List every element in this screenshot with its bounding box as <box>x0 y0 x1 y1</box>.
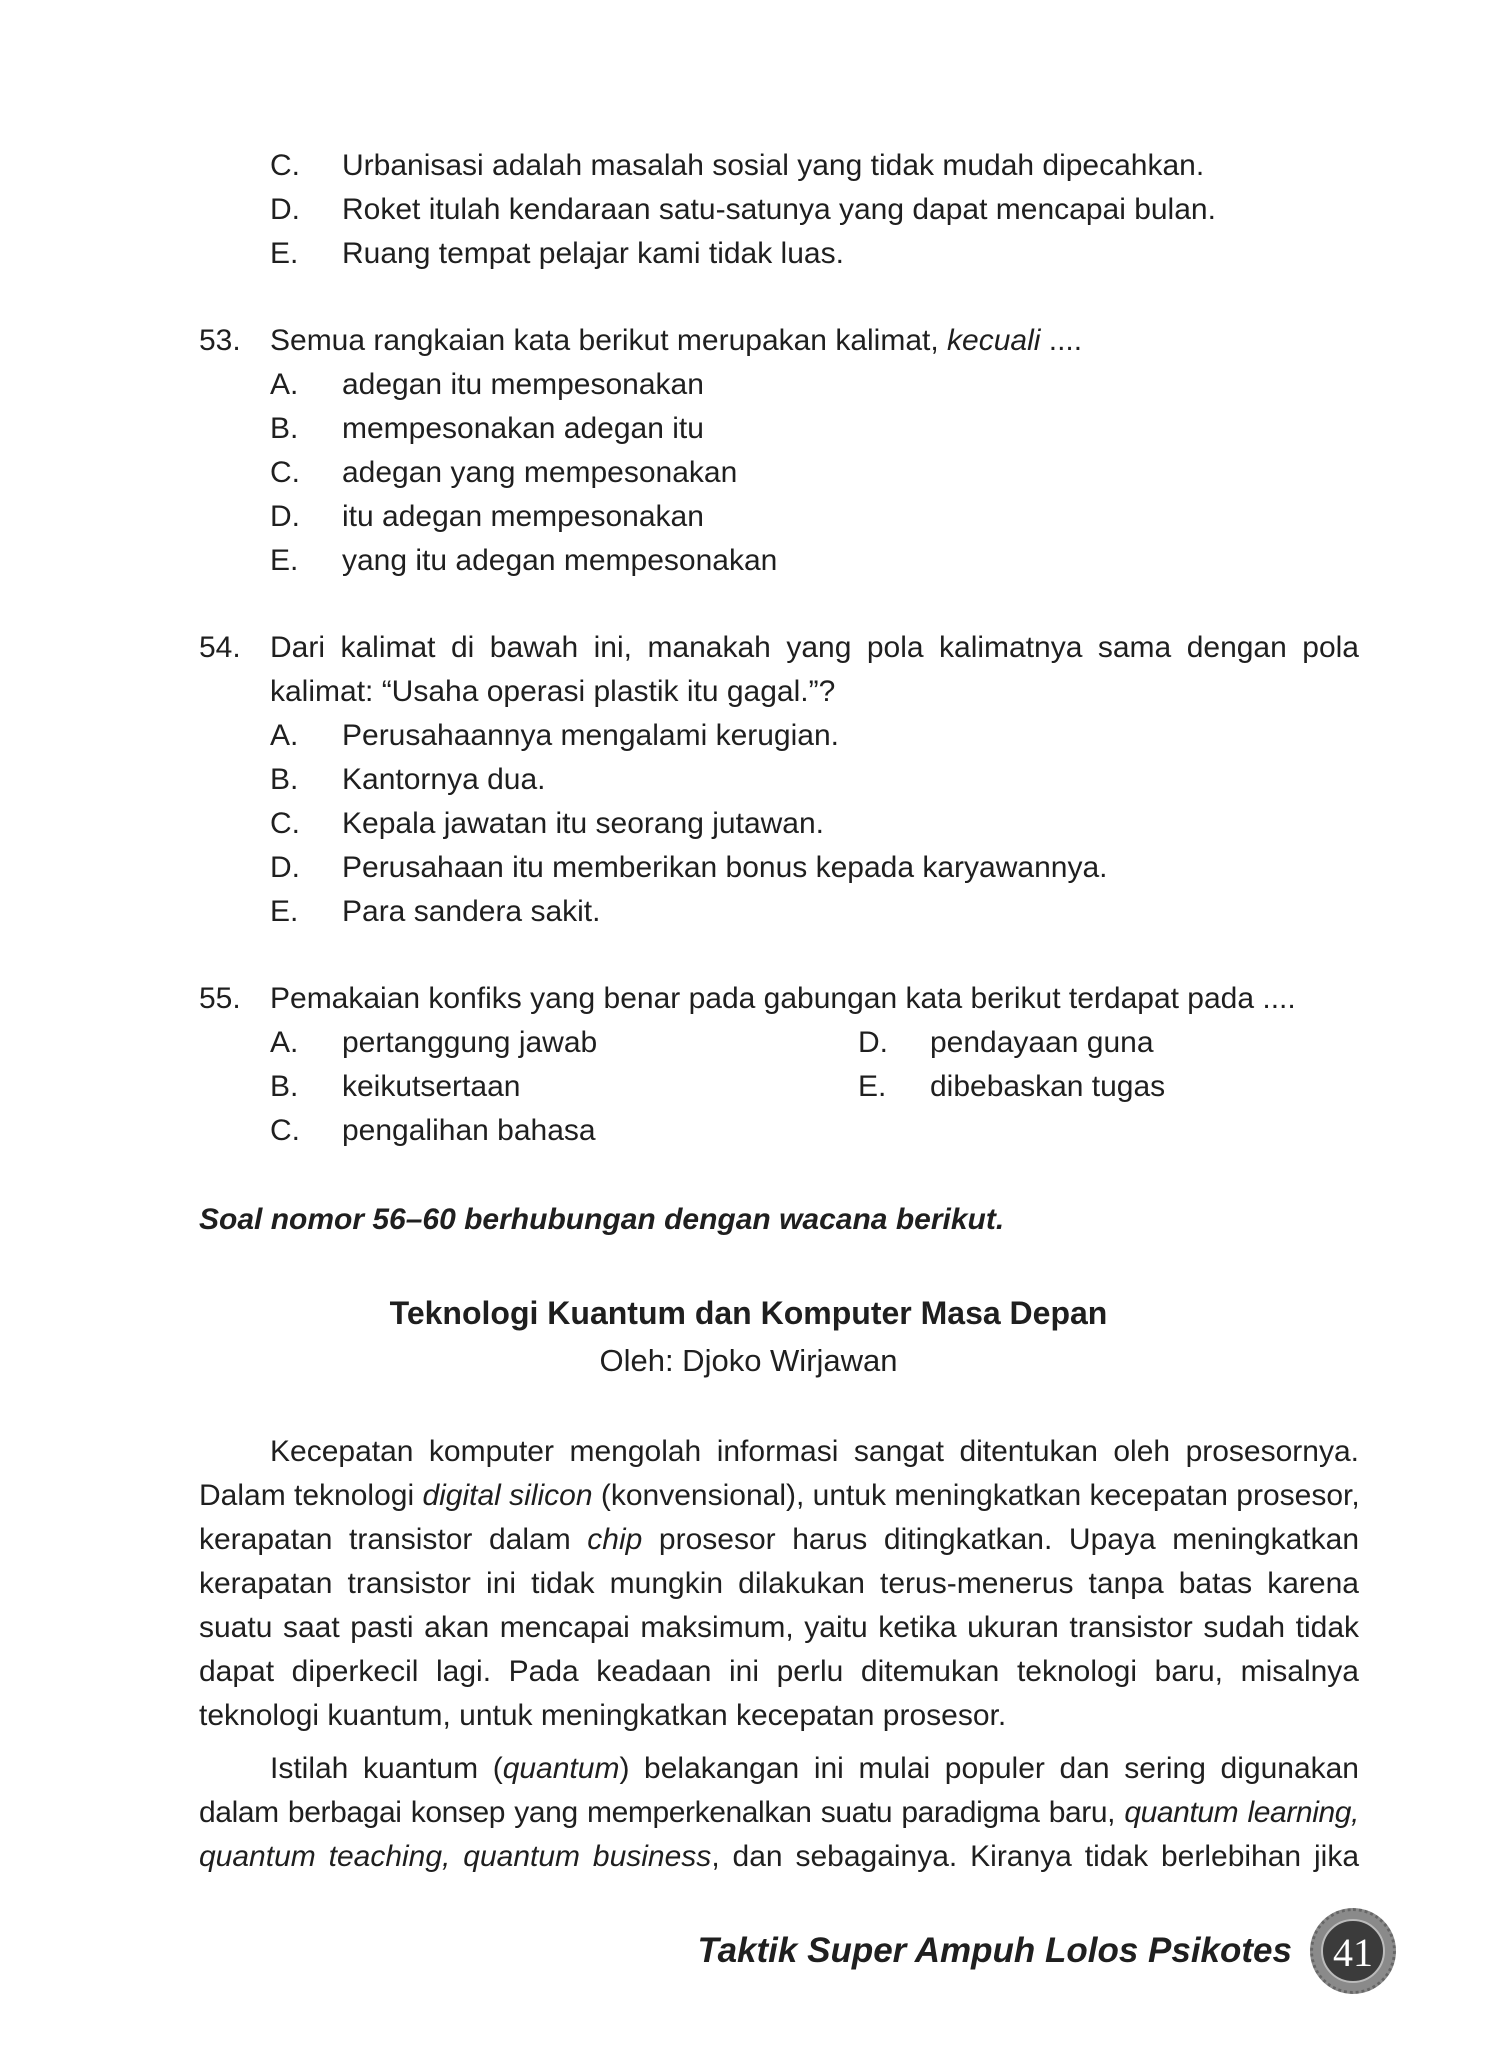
paragraph-line <box>270 1747 1359 1791</box>
question-text: kalimat: “Usaha operasi plastik itu gagal.”? <box>270 675 836 708</box>
question-text: Dari kalimat di bawah ini, manakah yang pola kalimatnya sama dengan pola <box>270 631 1359 664</box>
paragraph-line <box>199 1835 1359 1879</box>
text-span: , dan sebagainya. Kiranya tidak berlebihan jika <box>711 1840 1359 1873</box>
option-letter: D. <box>858 1026 888 1059</box>
question-number: 55. <box>199 982 241 1015</box>
text-span: ) belakangan ini mulai populer dan sering digunakan <box>619 1752 1359 1785</box>
text-emphasis: quantum teaching, quantum business <box>199 1840 712 1873</box>
option-text: Kantornya dua. <box>342 763 546 796</box>
option-text: yang itu adegan mempesonakan <box>342 544 778 577</box>
option-letter: C. <box>270 807 300 840</box>
option-letter: E. <box>858 1070 887 1103</box>
option-letter: A. <box>270 719 299 752</box>
page-number: 41 <box>1321 1919 1385 1983</box>
article-title: Teknologi Kuantum dan Komputer Masa Depan <box>389 1295 1108 1331</box>
option-letter: B. <box>270 1070 299 1103</box>
paragraph-line <box>199 1518 1359 1562</box>
option-text: Roket itulah kendaraan satu-satunya yang dapat mencapai bulan. <box>342 193 1216 226</box>
option-letter: C. <box>270 149 300 182</box>
question-text <box>270 319 1082 363</box>
option-text: mempesonakan adegan itu <box>342 412 704 445</box>
question-text-part: Semua rangkaian kata berikut merupakan kalimat, <box>270 324 948 357</box>
article-author: Oleh: Djoko Wirjawan <box>599 1343 898 1378</box>
text-emphasis: quantum <box>502 1752 620 1785</box>
option-text: pertanggung jawab <box>342 1026 598 1059</box>
paragraph-line: kerapatan transistor ini tidak mungkin dilakukan terus-menerus tanpa batas karena <box>199 1567 1359 1600</box>
option-letter: E. <box>270 544 299 577</box>
option-text: Perusahaannya mengalami kerugian. <box>342 719 839 752</box>
option-text: Para sandera sakit. <box>342 895 601 928</box>
question-number: 53. <box>199 324 241 357</box>
paragraph-line <box>199 1791 1359 1835</box>
question-number: 54. <box>199 631 241 664</box>
option-text: Perusahaan itu memberikan bonus kepada karyawannya. <box>342 851 1108 884</box>
option-text: keikutsertaan <box>342 1070 521 1103</box>
text-span: Istilah kuantum ( <box>270 1752 503 1785</box>
paragraph-line: teknologi kuantum, untuk meningkatkan kecepatan prosesor. <box>199 1699 1007 1732</box>
text-span: dalam berbagai konsep yang memperkenalkan suatu paradigma baru, <box>199 1796 1125 1829</box>
option-text: Kepala jawatan itu seorang jutawan. <box>342 807 824 840</box>
option-text: pengalihan bahasa <box>342 1114 596 1147</box>
text-emphasis: chip <box>587 1523 643 1556</box>
paragraph-line <box>199 1474 1359 1518</box>
option-letter: D. <box>270 500 300 533</box>
option-letter: A. <box>270 368 299 401</box>
option-text: Ruang tempat pelajar kami tidak luas. <box>342 237 844 270</box>
option-text: adegan itu mempesonakan <box>342 368 704 401</box>
option-text: pendayaan guna <box>930 1026 1154 1059</box>
option-letter: C. <box>270 456 300 489</box>
footer-book-title: Taktik Super Ampuh Lolos Psikotes <box>697 1931 1292 1970</box>
option-text: dibebaskan tugas <box>930 1070 1166 1103</box>
question-text-part: .... <box>1040 324 1083 357</box>
option-letter: B. <box>270 412 299 445</box>
page-number-badge <box>1310 1908 1396 1994</box>
option-letter: A. <box>270 1026 299 1059</box>
question-text-emphasis: kecuali <box>947 324 1041 357</box>
option-text: itu adegan mempesonakan <box>342 500 704 533</box>
option-text: Urbanisasi adalah masalah sosial yang tidak mudah dipecahkan. <box>342 149 1205 182</box>
option-letter: D. <box>270 193 300 226</box>
text-emphasis: digital silicon <box>422 1479 593 1512</box>
text-emphasis: quantum learning, <box>1124 1796 1359 1829</box>
question-text: Pemakaian konfiks yang benar pada gabungan kata berikut terdapat pada .... <box>270 982 1296 1015</box>
text-span: (konvensional), untuk meningkatkan kecepatan prosesor, <box>592 1479 1360 1512</box>
text-span: kerapatan transistor dalam <box>199 1523 588 1556</box>
option-letter: B. <box>270 763 299 796</box>
paragraph-line: suatu saat pasti akan mencapai maksimum, yaitu ketika ukuran transistor sudah tidak <box>199 1611 1359 1644</box>
section-note: Soal nomor 56–60 berhubungan dengan wacana berikut. <box>199 1203 1005 1236</box>
option-text: adegan yang mempesonakan <box>342 456 738 489</box>
paragraph-line: Kecepatan komputer mengolah informasi sangat ditentukan oleh prosesornya. <box>270 1435 1359 1468</box>
text-span: prosesor harus ditingkatkan. Upaya meningkatkan <box>642 1523 1360 1556</box>
option-letter: E. <box>270 237 299 270</box>
option-letter: E. <box>270 895 299 928</box>
option-letter: C. <box>270 1114 300 1147</box>
paragraph-line: dapat diperkecil lagi. Pada keadaan ini perlu ditemukan teknologi baru, misalnya <box>199 1655 1359 1688</box>
option-letter: D. <box>270 851 300 884</box>
text-span: Dalam teknologi <box>199 1479 423 1512</box>
